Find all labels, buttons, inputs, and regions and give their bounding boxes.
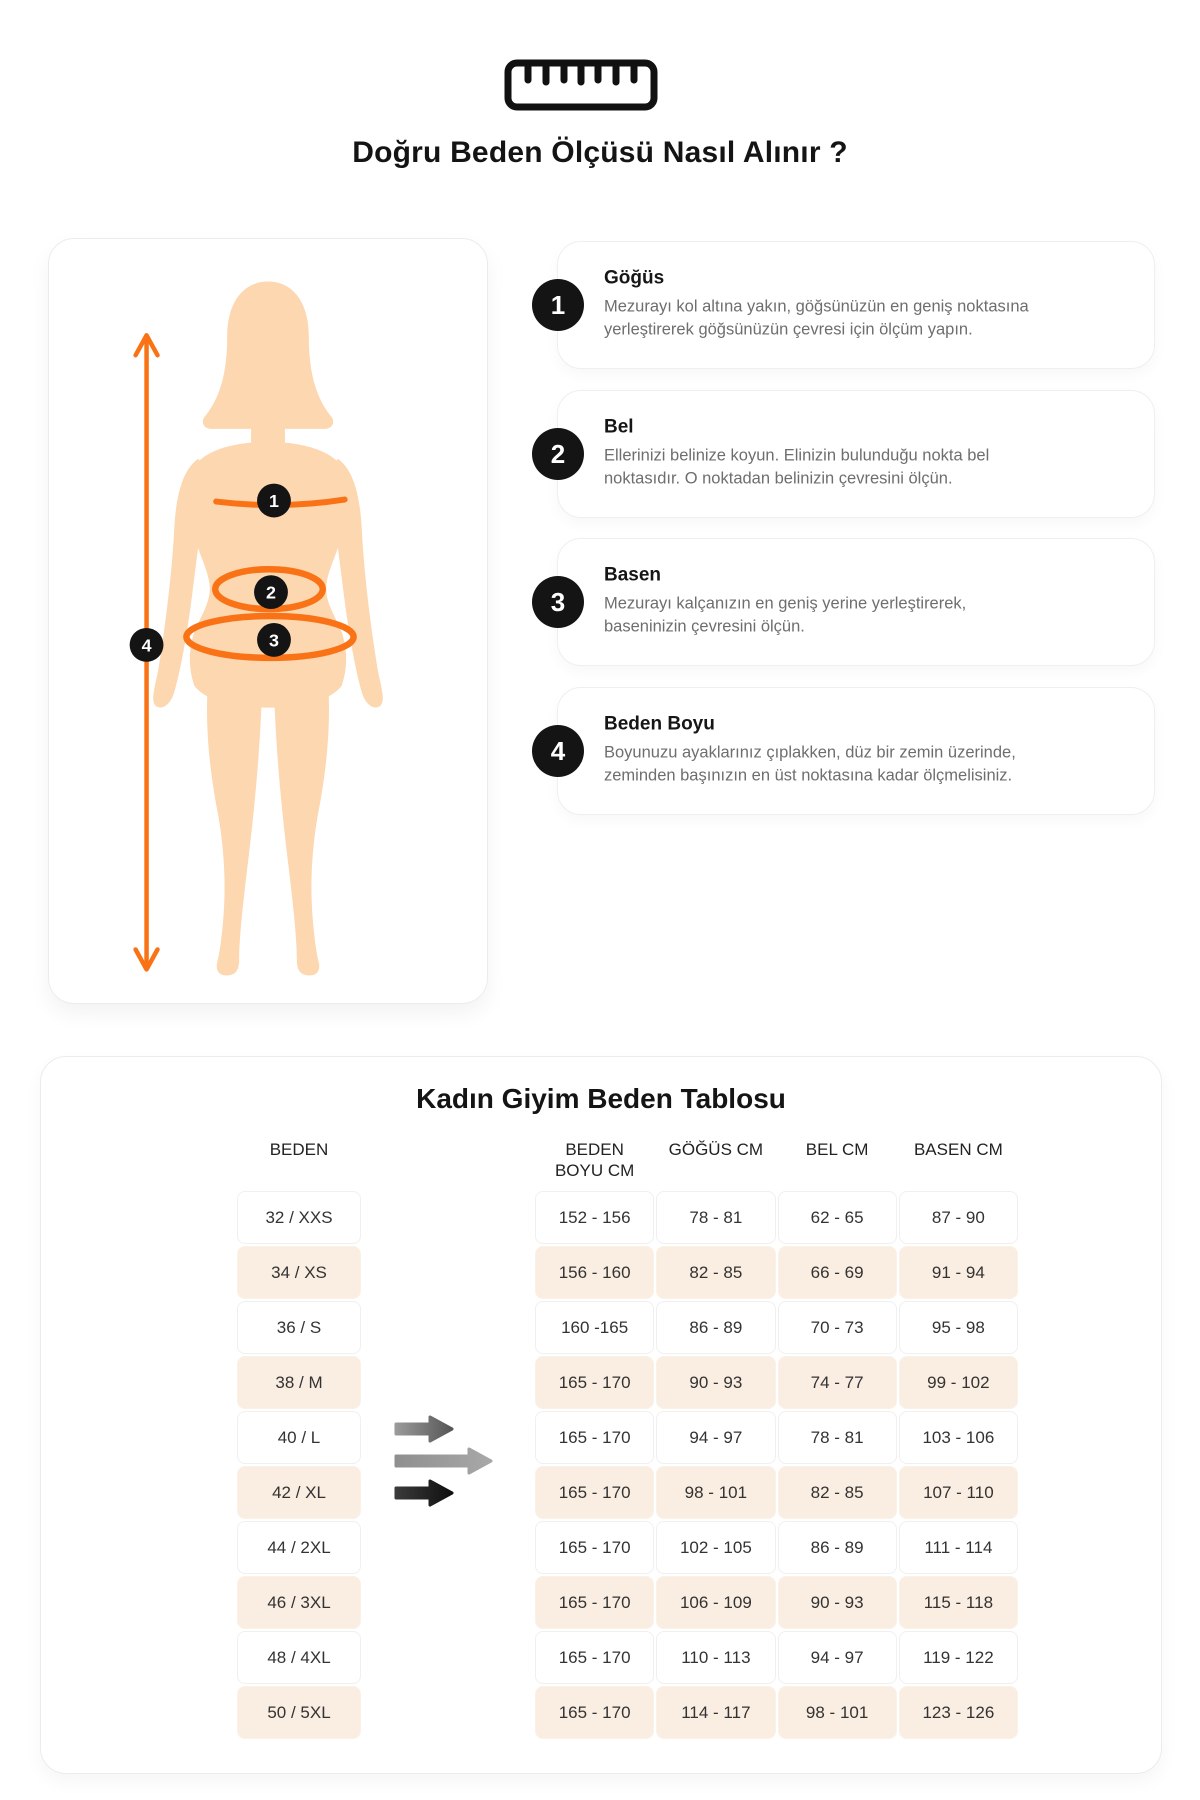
table-cell: 94 - 97 (778, 1631, 897, 1684)
size-cell: 50 / 5XL (237, 1686, 361, 1739)
table-cell: 78 - 81 (778, 1411, 897, 1464)
table-cell: 70 - 73 (778, 1301, 897, 1354)
table-cell: 165 - 170 (535, 1521, 654, 1574)
step-title: Bel (604, 416, 634, 438)
table-cell: 66 - 69 (778, 1246, 897, 1299)
size-table-title: Kadın Giyim Beden Tablosu (416, 1083, 786, 1114)
step-text: Ellerinizi belinize koyun. Elinizin bulunduğu nokta bel noktasıdır. O noktadan belinizin çevresini ölçün. (604, 446, 990, 488)
step-title: Beden Boyu (604, 713, 715, 735)
step-title: Basen (604, 564, 662, 586)
measurement-figure-panel (48, 238, 488, 1004)
table-cell: 90 - 93 (778, 1576, 897, 1629)
page-title: Doğru Beden Ölçüsü Nasıl Alınır ? (352, 136, 848, 169)
column-header-basen: BASEN CM (913, 1140, 1003, 1159)
table-cell: 82 - 85 (778, 1466, 897, 1519)
figure-marker-1: 1 (268, 491, 279, 512)
step-card-gogus (550, 241, 1155, 369)
column-header-beden: BEDEN (269, 1140, 329, 1159)
column-header-beden-boyu: BEDEN BOYU CM (554, 1140, 635, 1181)
size-table-card (40, 1056, 1162, 1774)
table-cell: 123 - 126 (899, 1686, 1018, 1739)
column-header-gogus: GÖĞÜS CM (668, 1140, 764, 1159)
table-cell: 115 - 118 (899, 1576, 1018, 1629)
column-headers (535, 1139, 1018, 1182)
figure-marker-4: 4 (141, 635, 152, 656)
size-cell: 34 / XS (237, 1246, 361, 1299)
table-cell: 165 - 170 (535, 1576, 654, 1629)
table-cell: 102 - 105 (656, 1521, 775, 1574)
step-card-basen (550, 538, 1155, 666)
table-cell: 87 - 90 (899, 1191, 1018, 1244)
size-cell: 36 / S (237, 1301, 361, 1354)
measurement-table (535, 1191, 1018, 1739)
table-cell: 165 - 170 (535, 1356, 654, 1409)
step-card-beden-boyu (550, 687, 1155, 815)
table-cell: 78 - 81 (656, 1191, 775, 1244)
table-cell: 114 - 117 (656, 1686, 775, 1739)
table-cell: 165 - 170 (535, 1686, 654, 1739)
table-cell: 91 - 94 (899, 1246, 1018, 1299)
table-cell: 160 -165 (535, 1301, 654, 1354)
table-cell: 74 - 77 (778, 1356, 897, 1409)
body-silhouette-illustration (49, 239, 487, 1001)
step-text: Mezurayı kol altına yakın, göğsünüzün en geniş noktasına yerleştirerek göğsünüzün çevresi için ölçüm yapın. (604, 297, 1029, 339)
column-header-bel: BEL CM (805, 1140, 869, 1159)
table-cell: 156 - 160 (535, 1246, 654, 1299)
size-cell: 40 / L (237, 1411, 361, 1464)
table-cell: 94 - 97 (656, 1411, 775, 1464)
table-cell: 95 - 98 (899, 1301, 1018, 1354)
step-number-badge: 3 (532, 576, 584, 628)
table-cell: 165 - 170 (535, 1466, 654, 1519)
table-cell: 98 - 101 (656, 1466, 775, 1519)
figure-marker-3: 3 (268, 630, 279, 651)
step-text: Mezurayı kalçanızın en geniş yerine yerleştirerek, baseninizin çevresini ölçün. (604, 594, 967, 636)
table-cell: 86 - 89 (656, 1301, 775, 1354)
table-cell: 106 - 109 (656, 1576, 775, 1629)
table-cell: 111 - 114 (899, 1521, 1018, 1574)
table-cell: 99 - 102 (899, 1356, 1018, 1409)
size-cell: 32 / XXS (237, 1191, 361, 1244)
size-cell: 48 / 4XL (237, 1631, 361, 1684)
table-cell: 110 - 113 (656, 1631, 775, 1684)
table-cell: 86 - 89 (778, 1521, 897, 1574)
step-number-badge: 4 (532, 725, 584, 777)
table-cell: 90 - 93 (656, 1356, 775, 1409)
table-cell: 98 - 101 (778, 1686, 897, 1739)
size-label-column (237, 1191, 361, 1739)
size-cell: 44 / 2XL (237, 1521, 361, 1574)
size-cell: 42 / XL (237, 1466, 361, 1519)
ruler-icon (503, 58, 659, 112)
table-cell: 152 - 156 (535, 1191, 654, 1244)
step-text: Boyunuzu ayaklarınız çıplakken, düz bir zemin üzerinde, zeminden başınızın en üst noktasına kadar ölçmelisiniz. (604, 743, 1016, 785)
table-cell: 165 - 170 (535, 1411, 654, 1464)
table-cell: 82 - 85 (656, 1246, 775, 1299)
size-cell: 38 / M (237, 1356, 361, 1409)
table-cell: 165 - 170 (535, 1631, 654, 1684)
size-transition-arrows-icon (391, 1415, 497, 1507)
step-number-badge: 1 (532, 279, 584, 331)
table-cell: 103 - 106 (899, 1411, 1018, 1464)
step-number-badge: 2 (532, 428, 584, 480)
step-title: Göğüs (604, 267, 665, 289)
size-cell: 46 / 3XL (237, 1576, 361, 1629)
step-card-bel (550, 390, 1155, 518)
figure-marker-2: 2 (266, 582, 276, 603)
table-cell: 62 - 65 (778, 1191, 897, 1244)
table-cell: 119 - 122 (899, 1631, 1018, 1684)
table-cell: 107 - 110 (899, 1466, 1018, 1519)
